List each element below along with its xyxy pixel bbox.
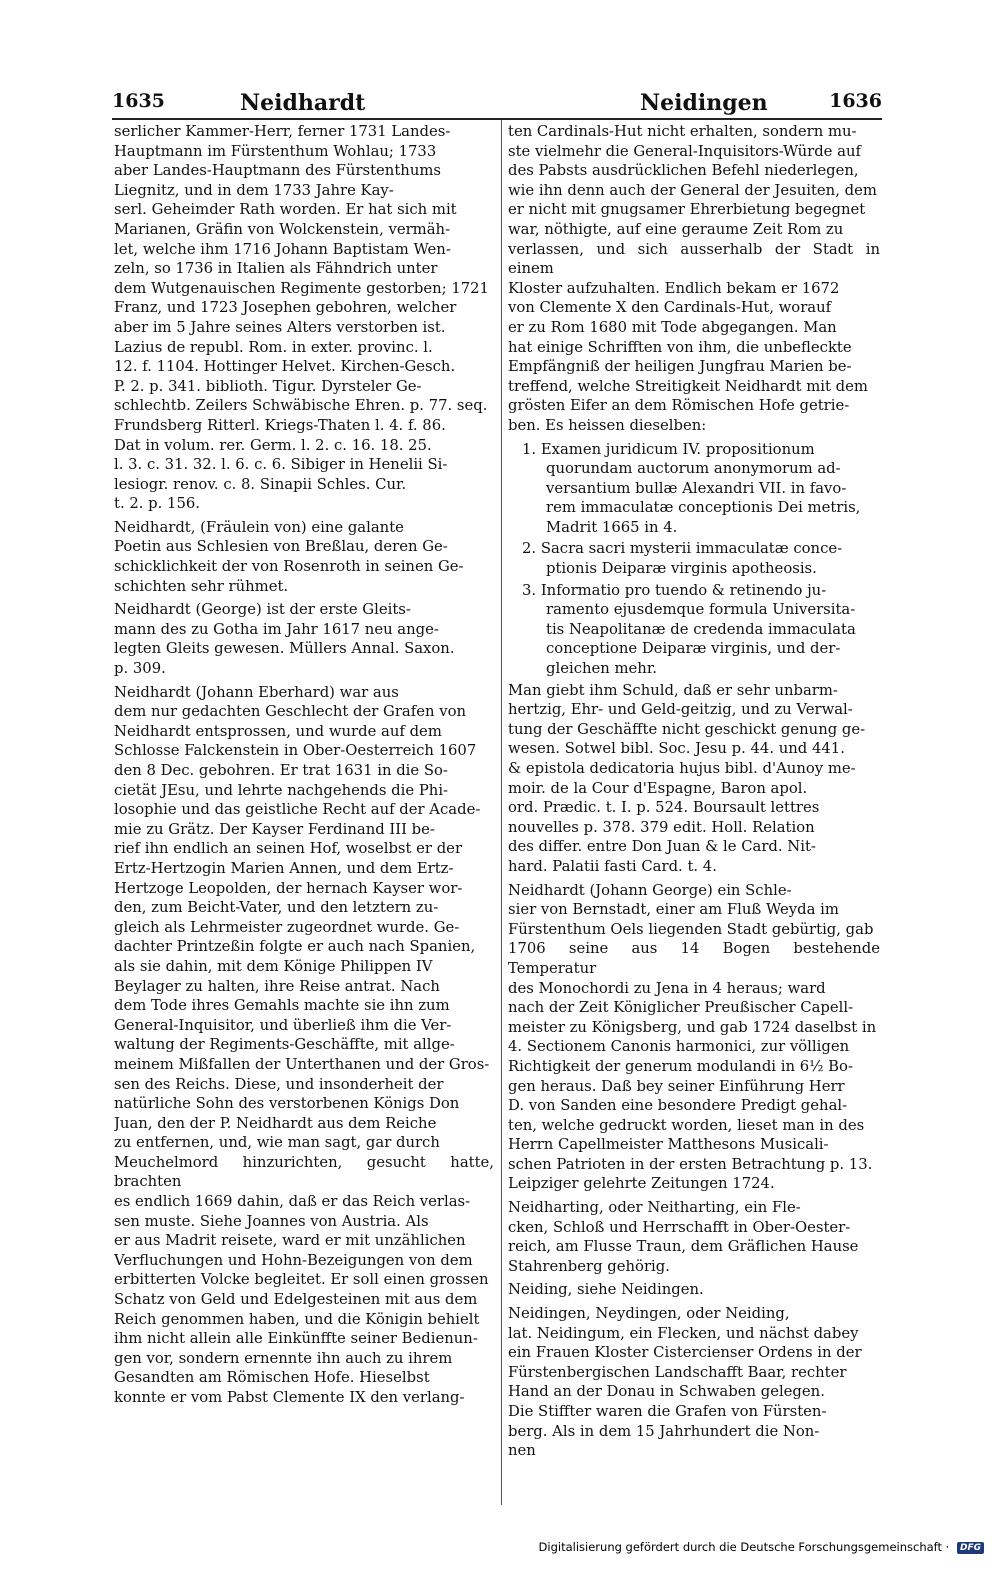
dfg-logo-icon: DFG [957, 1542, 984, 1554]
entry-continuation: serlicher Kammer-Herr, ferner 1731 Landes- Hauptmann im Fürstenthum Wohlau; 1733 aber Landes-Hauptmann des Fürstenthums Liegnitz, und in dem 1733 Jahre Kay- serl. Geheimder Rath worden. Er hat sich mit Marianen, Gräfin von Wolckenstein, vermäh- let, welche ihm 1716 Johann Baptistam Wen- zeln, so 1736 in Italien als Fähndrich unter dem Wutgenauischen Regimente gestorben; 1721 Franz, und 1723 Josephen gebohren, welcher aber im 5 Jahre seines Alters verstorben ist. Lazius de republ. Rom. in exter. provinc. l. 12. f. 1104. Hottinger Helvet. Kirchen-Gesch. P. 2. p. 341. biblioth. Tigur. Dyrsteler Ge- schlechtb. Zeilers Schwäbische Ehren. p. 77. seq. Frundsberg Ritterl. Kriegs-Thaten l. 4. f. 86. Dat in volum. rer. Germ. l. 2. c. 16. 18. 25. l. 3. c. 31. 32. l. 6. c. 6. Sibiger in Henelii Si- lesiogr. renov. c. 8. Sinapii Schles. Cur. t. 2. p. 156. [114, 123, 489, 513]
column-separator [501, 120, 502, 1505]
work-item: 3. Informatio pro tuendo & retinendo ju- ramento ejusdemque formula Universita- tis Neapolitanæ de credenda immaculata conceptione Deiparæ virginis, und der- gleichen mehr. [522, 581, 856, 678]
entry-neidhardt-george: Neidhardt (George) ist der erste Gleits- mann des zu Gotha im Jahr 1617 neu ange- legten Gleits gewesen. Müllers Annal. Saxon. p. 309. [114, 601, 455, 678]
work-item: 2. Sacra sacri mysterii immaculatæ conce- ptionis Deiparæ virginis apotheosis. [522, 540, 843, 578]
work-item: 1. Examen juridicum IV. propositionum quorundam auctorum anonymorum ad- versantium bullæ Alexandri VII. in favo- rem immaculatæ conceptionis Dei metris, Madrit 1665 in 4. [522, 440, 861, 536]
entry-neidhardt-johann-george: Neidhardt (Johann George) ein Schle- sier von Bernstadt, einer am Fluß Weyda im Fürstenthum Oels liegenden Stadt gebürtig, gab 1706 seine aus 14 Bogen bestehende Temperatur des Monochordi zu Jena in 4 heraus; ward nach der Zeit Königlicher Preußischer Capell- meister zu Königsberg, und gab 1724 daselbst in 4. Sectionem Canonis harmonici, zur völligen Richtigkeit der generum modulandi in 6½ Bo- gen heraus. Daß bey seiner Einführung Herr D. von Sanden eine besondere Predigt gehal- ten, welche gedruckt worden, lieset man in des Herrn Capellmeister Matthesons Musicali- schen Patrioten in der ersten Betrachtung p. 13. Leipziger gelehrte Zeitungen 1724. [508, 881, 880, 1193]
entry-neiding: Neiding, siehe Neidingen. [508, 1281, 704, 1299]
entry-neidhardt-johann-eberhard: Neidhardt (Johann Eberhard) war aus dem nur gedachten Geschlecht der Grafen von Neidhardt entsprossen, und wurde auf dem Schlosse Falckenstein in Ober-Oesterreich 1607 den 8 Dec. gebohren. Er trat 1631 in die So- cietät JEsu, und lehrte nachgehends die Phi- losophie und das geistliche Recht auf der Acade- mie zu Grätz. Der Kayser Ferdinand III be- rief ihn endlich an seinen Hof, woselbst er der Ertz-Hertzogin Marien Annen, und dem Ertz- Hertzoge Leopolden, der hernach Kayser wor- den, zum Beicht-Vater, und den letztern zu- gleich als Lehrmeister zugeordnet wurde. Ge- dachter Printzeßin folgte er auch nach Spanien, als sie dahin, mit dem Könige Philippen IV Beylager zu halten, ihre Reise antrat. Nach dem Tode ihres Gemahls machte sie ihn zum General-Inquisitor, und überließ ihm die Ver- waltung der Regiments-Geschäffte, mit allge- meinem Mißfallen der Unterthanen und der Gros- sen des Reichs. Diese, und insonderheit der natürliche Sohn des verstorbenen Königs Don Juan, den der P. Neidhardt aus dem Reiche zu entfernen, und, wie man sagt, gar durch Meuchelmord hinzurichten, gesucht hatte, brachten es endlich 1669 dahin, daß er das Reich verlas- sen muste. Siehe Joannes von Austria. Als er aus Madrit reisete, ward er mit unzählichen Verfluchungen und Hohn-Bezeigungen von dem erbitterten Volcke begleitet. Er soll einen grossen Schatz von Geld und Edelgesteinen mit aus dem Reich genommen haben, und die Königin behielt ihm nicht allein alle Einkünffte seiner Bedienun- gen vor, sondern ernennte ihn auch zu ihrem Gesandten am Römischen Hofe. Hieselbst konnte er vom Pabst Clemente IX den verlang- [114, 683, 494, 1406]
running-header [112, 86, 882, 120]
entry-neidharting: Neidharting, oder Neitharting, ein Fle- cken, Schloß und Herrschafft in Ober-Oester- reich, am Flusse Traun, dem Gräflichen Hause Stahrenberg gehörig. [508, 1199, 859, 1275]
entry-neidhardt-fraeulein: Neidhardt, (Fräulein von) eine galante Poetin aus Schlesien von Breßlau, deren Ge- schicklichkeit der von Rosenroth in seinen Ge- schichten sehr rühmet. [114, 518, 464, 595]
right-column [508, 122, 880, 1502]
page-number-right: 1636 [829, 90, 882, 112]
keyword-left: Neidhardt [240, 90, 366, 116]
left-column [114, 122, 494, 1502]
entry-continuation-right: ten Cardinals-Hut nicht erhalten, sondern mu- ste vielmehr die General-Inquisitors-Würde auf des Pabsts ausdrücklichen Befehl niederlegen, wie ihn denn auch der General der Jesuiten, dem er nicht mit gnugsamer Ehrerbietung begegnet war, nöthigte, auf eine geraume Zeit Rom zu verlassen, und sich ausserhalb der Stadt in einem Kloster aufzuhalten. Endlich bekam er 1672 von Clemente X den Cardinals-Hut, worauf er zu Rom 1680 mit Tode abgegangen. Man hat einige Schrifften von ihm, die unbefleckte Empfängniß der heiligen Jungfrau Marien be- treffend, welche Streitigkeit Neidhardt mit dem grösten Eifer an dem Römischen Hofe getrie- ben. Es heissen dieselben: [508, 123, 880, 434]
keyword-right: Neidingen [640, 90, 768, 116]
entry-neidingen: Neidingen, Neydingen, oder Neiding, lat. Neidingum, ein Flecken, und nächst dabey ein Frauen Kloster Cistercienser Ordens in der Fürstenbergischen Landschafft Baar, rechter Hand an der Donau in Schwaben gelegen. Die Stiffter waren die Grafen von Fürsten- berg. Als in dem 15 Jahrhundert die Non- nen [508, 1305, 862, 1460]
header-rule [112, 118, 882, 120]
page-number-left: 1635 [112, 90, 165, 112]
digitization-credit [539, 1540, 984, 1554]
credit-text: Digitalisierung gefördert durch die Deutsche Forschungsgemeinschaft · [538, 1540, 950, 1554]
references-paragraph: Man giebt ihm Schuld, daß er sehr unbarm- hertzig, Ehr- und Geld-geitzig, und zu Verwal- tung der Geschäffte nicht geschickt genung ge- wesen. Sotwel bibl. Soc. Jesu p. 44. und 441. & epistola dedicatoria hujus bibl. d'Aunoy me- moir. de la Cour d'Espagne, Baron apol. ord. Prædic. t. I. p. 524. Boursault lettres nouvelles p. 378. 379 edit. Holl. Relation des differ. entre Don Juan & le Card. Nit- hard. Palatii fasti Card. t. 4. [508, 681, 866, 875]
